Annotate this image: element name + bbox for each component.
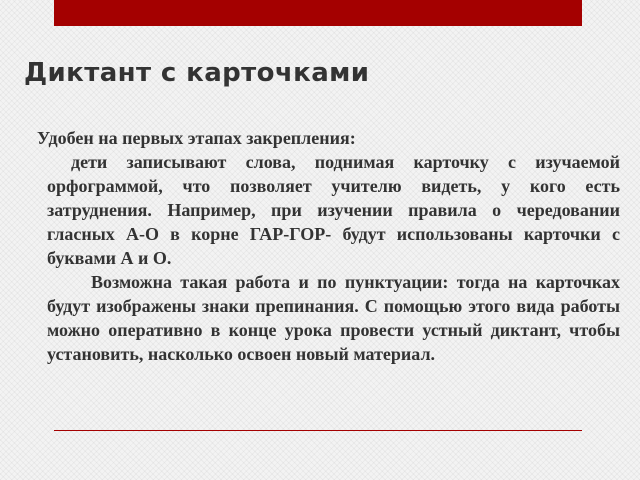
paragraph-punctuation: Возможна такая работа и по пунктуации: тогда на карточках будут изображены знаки препинания. С помощью этого вида работы можно оперативно в конце урока провести устный диктант, чтобы установить, насколько освоен новый материал. <box>47 272 620 364</box>
slide-body <box>37 126 620 366</box>
lead-line: Удобен на первых этапах закрепления: <box>37 128 356 148</box>
bottom-divider <box>54 430 582 431</box>
paragraph-cards-spelling: дети записывают слова, поднимая карточку с изучаемой орфограммой, что позволяет учителю видеть, у кого есть затруднения. Например, при изучении правила о чередовании гласных А-О в корне ГАР-ГОР- будут использованы карточки с буквами А и О. <box>47 152 620 268</box>
top-accent-bar <box>54 0 582 26</box>
slide-title: Диктант с карточками <box>24 58 370 88</box>
